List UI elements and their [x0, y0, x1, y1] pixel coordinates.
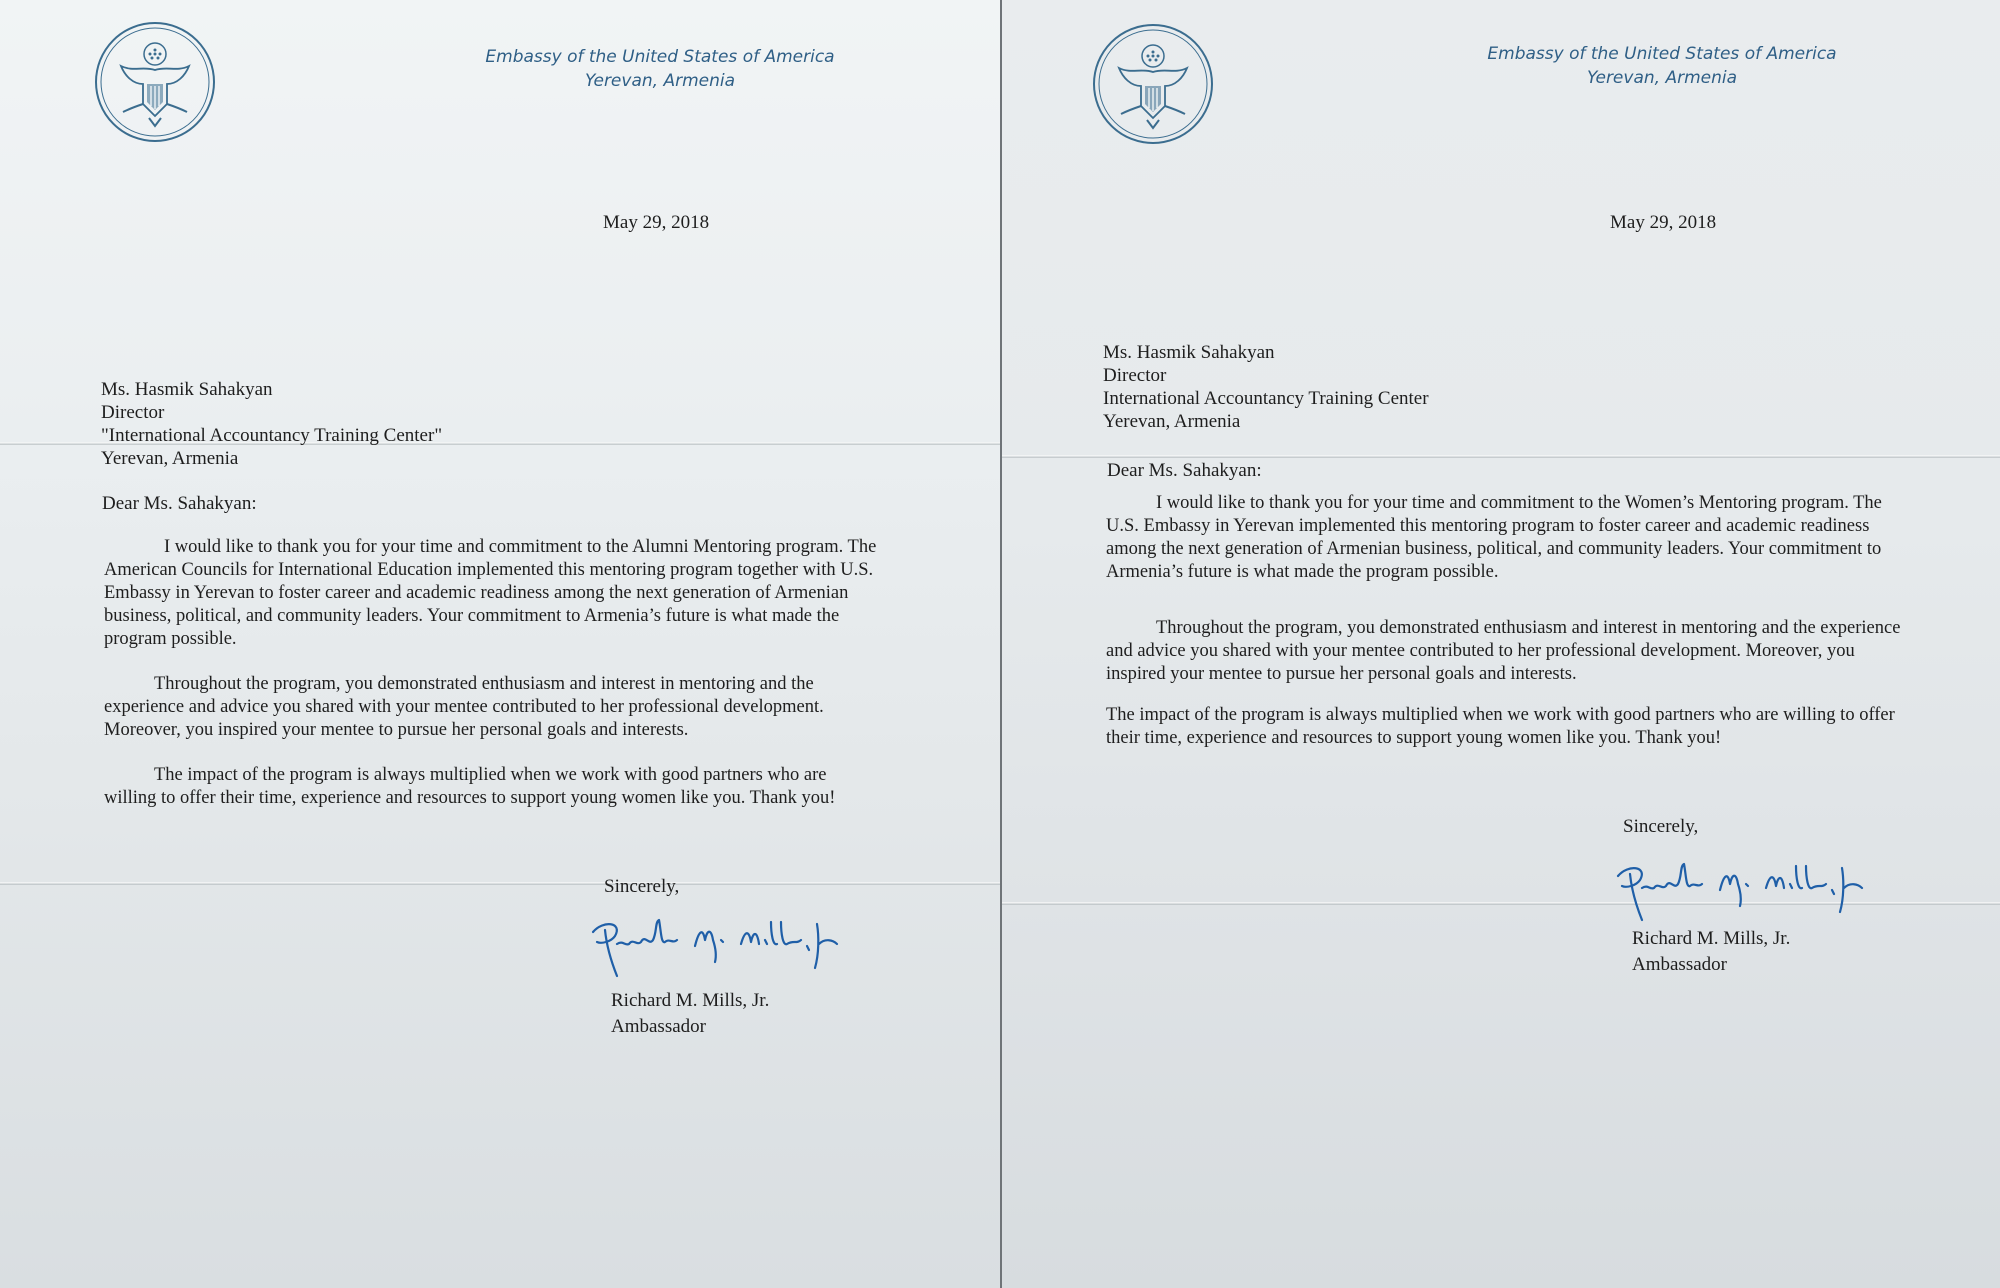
signer-name: Richard M. Mills, Jr. — [611, 990, 770, 1011]
paper-fold-line — [1002, 455, 2000, 458]
recipient-title: Director — [1103, 365, 1167, 386]
handwritten-signature — [583, 910, 845, 982]
body-paragraph: The impact of the program is always multiplied when we work with good partners who are willing to offer their time, experience and resources to support young women like you. Thank you! — [104, 765, 836, 808]
salutation: Dear Ms. Sahakyan: — [1107, 460, 1262, 481]
salutation: Dear Ms. Sahakyan: — [102, 493, 257, 514]
letter-womens-mentoring — [1002, 0, 2000, 1288]
signer-block — [611, 988, 769, 1040]
recipient-title: Director — [101, 402, 165, 423]
recipient-city: Yerevan, Armenia — [101, 448, 239, 469]
body-paragraph: Throughout the program, you demonstrated enthusiasm and interest in mentoring and the experience and advice you shared with your mentee contributed to her professional development. Moreover, you inspired your mentee to pursue her personal goals and interests. — [104, 674, 824, 740]
letterhead — [460, 45, 860, 93]
handwritten-signature — [1608, 854, 1870, 926]
recipient-organization: "International Accountancy Training Center" — [101, 425, 443, 446]
signer-title: Ambassador — [611, 1016, 706, 1037]
recipient-address-block — [1103, 341, 1429, 433]
letterhead-city: Yerevan, Armenia — [1586, 68, 1738, 88]
recipient-organization: International Accountancy Training Center — [1103, 388, 1429, 409]
letter-date: May 29, 2018 — [1610, 212, 1717, 233]
signer-block — [1632, 926, 1790, 978]
signer-title: Ambassador — [1632, 954, 1727, 975]
letterhead-embassy-name: Embassy of the United States of America — [485, 47, 835, 67]
body-paragraph: I would like to thank you for your time and commitment to the Women’s Mentoring program. The U.S. Embassy in Yerevan implemented this mentoring program to foster career and academic readiness among the next generation of Armenian business, political, and community leaders. Your commitment to Armenia’s future is what made the program possible. — [1106, 493, 1882, 582]
recipient-name: Ms. Hasmik Sahakyan — [101, 379, 273, 400]
great-seal-icon — [1091, 22, 1215, 146]
signer-name: Richard M. Mills, Jr. — [1632, 928, 1791, 949]
body-paragraph: Throughout the program, you demonstrated enthusiasm and interest in mentoring and the experience and advice you shared with your mentee contributed to her professional development. Moreover, you inspired your mentee to pursue her personal goals and interests. — [1106, 618, 1901, 684]
letterhead-embassy-name: Embassy of the United States of America — [1487, 44, 1837, 64]
great-seal-icon — [93, 20, 217, 144]
closing: Sincerely, — [604, 876, 680, 897]
closing: Sincerely, — [1623, 816, 1699, 837]
paper-fold-line — [0, 882, 1000, 885]
recipient-name: Ms. Hasmik Sahakyan — [1103, 342, 1275, 363]
body-paragraph: I would like to thank you for your time and commitment to the Alumni Mentoring program. The American Councils for International Education implemented this mentoring program together with U.S. Embassy in Yerevan to foster career and academic readiness among the next generation of Armenian business, political, and community leaders. Your commitment to Armenia’s future is what made the program possible. — [104, 537, 877, 649]
recipient-address-block — [101, 378, 442, 470]
letter-date: May 29, 2018 — [603, 212, 710, 233]
letterhead-city: Yerevan, Armenia — [584, 71, 736, 91]
letterhead — [1452, 42, 1872, 90]
body-paragraph: The impact of the program is always multiplied when we work with good partners who are willing to offer their time, experience and resources to support young women like you. Thank you! — [1106, 705, 1895, 748]
recipient-city: Yerevan, Armenia — [1103, 411, 1241, 432]
